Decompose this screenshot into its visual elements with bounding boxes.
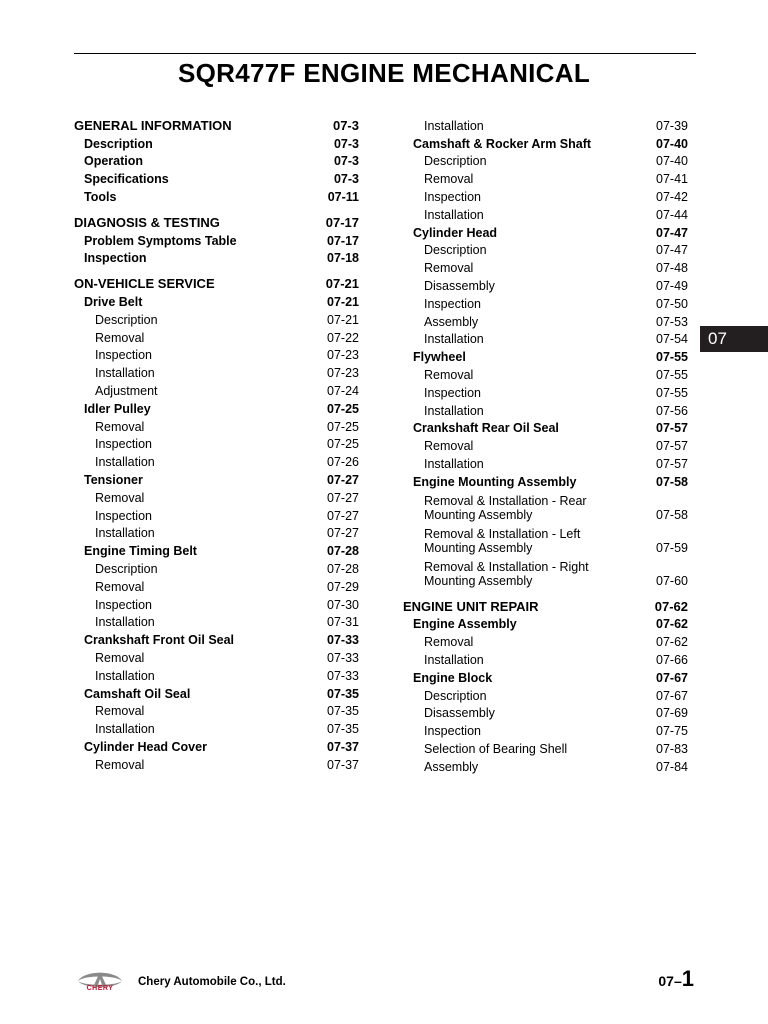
page-title: SQR477F ENGINE MECHANICAL xyxy=(178,58,590,88)
toc-entry xyxy=(74,540,359,558)
toc-entry-page: 07-58 xyxy=(656,507,688,522)
toc-entry-page: 07-55 xyxy=(656,385,688,400)
toc-entry xyxy=(74,523,359,541)
toc-entry-title: Installation xyxy=(424,332,484,347)
toc-entry-title: Crankshaft Rear Oil Seal xyxy=(413,421,559,436)
toc-entry xyxy=(74,168,359,186)
toc-entry-page: 07-27 xyxy=(327,490,359,505)
toc-entry-title: Description xyxy=(424,154,487,169)
toc-entry-title: ON-VEHICLE SERVICE xyxy=(74,276,215,292)
toc-entry-page: 07-47 xyxy=(656,225,688,240)
toc-entry xyxy=(74,718,359,736)
toc-entry-title: Crankshaft Front Oil Seal xyxy=(84,633,235,648)
toc-entry xyxy=(74,309,359,327)
toc-entry-title: Assembly xyxy=(424,759,479,774)
toc-entry-page: 07-40 xyxy=(656,154,688,169)
toc-entry-title: Installation xyxy=(95,526,155,541)
toc-entry-title: Installation xyxy=(95,366,155,381)
toc-entry-page: 07-31 xyxy=(327,615,359,630)
toc-entry-title: Installation xyxy=(424,403,484,418)
toc-entry xyxy=(403,555,688,588)
toc-entry-page: 07-21 xyxy=(327,312,359,327)
toc-entry xyxy=(403,614,688,632)
toc-entry xyxy=(74,451,359,469)
toc-entry xyxy=(403,257,688,275)
toc-entry-page: 07-23 xyxy=(327,348,359,363)
toc-entry-page: 07-49 xyxy=(656,278,688,293)
section-tab: 07 xyxy=(700,326,768,352)
toc-entry xyxy=(403,738,688,756)
toc-entry xyxy=(403,649,688,667)
toc-entry xyxy=(403,168,688,186)
toc-entry-title: Removal xyxy=(424,367,474,382)
toc-entry-title: Camshaft & Rocker Arm Shaft xyxy=(413,136,592,151)
toc-entry xyxy=(74,273,359,291)
toc-entry xyxy=(74,594,359,612)
toc-entry-title: Installation xyxy=(95,615,155,630)
toc-entry-page: 07-59 xyxy=(656,540,688,555)
toc-entry xyxy=(74,345,359,363)
toc-entry-title: Engine Timing Belt xyxy=(84,544,197,559)
toc-entry-page: 07-24 xyxy=(327,383,359,398)
toc-entry-page: 07-37 xyxy=(327,757,359,772)
toc-entry-page: 07-28 xyxy=(327,561,359,576)
toc-entry xyxy=(403,293,688,311)
toc-entry xyxy=(403,471,688,489)
toc-entry-title: Description xyxy=(95,561,158,576)
toc-entry xyxy=(403,720,688,738)
toc-entry xyxy=(403,115,688,133)
toc-entry xyxy=(403,685,688,703)
toc-entry xyxy=(403,522,688,555)
toc-entry-title: Removal xyxy=(424,172,474,187)
toc-entry xyxy=(74,629,359,647)
toc-entry xyxy=(74,701,359,719)
toc-entry-page: 07-58 xyxy=(656,474,688,489)
toc-entry-page: 07-17 xyxy=(327,233,359,248)
toc-entry xyxy=(74,380,359,398)
toc-entry-page: 07-33 xyxy=(327,633,359,648)
toc-entry xyxy=(74,151,359,169)
toc-entry xyxy=(403,346,688,364)
toc-entry-title: Removal xyxy=(95,757,145,772)
toc-entry xyxy=(403,667,688,685)
toc-entry-title: Inspection xyxy=(95,348,152,363)
toc-entry-page: 07-3 xyxy=(333,136,359,151)
toc-entry-title: Removal & Installation - Right Mounting Assembly xyxy=(424,559,589,588)
toc-entry xyxy=(74,212,359,230)
toc-entry xyxy=(74,133,359,151)
toc-entry-page: 07-83 xyxy=(656,741,688,756)
toc-entry xyxy=(74,398,359,416)
toc-entry xyxy=(74,576,359,594)
page-number-value: 1 xyxy=(681,966,694,991)
toc-entry-title: Description xyxy=(95,312,158,327)
toc-entry xyxy=(74,186,359,204)
toc-entry-title: Installation xyxy=(424,118,484,133)
toc-entry-title: Inspection xyxy=(424,385,481,400)
toc-entry-title: Removal xyxy=(424,635,474,650)
toc-entry-title: Removal xyxy=(95,490,145,505)
toc-entry xyxy=(74,612,359,630)
toc-entry-title: Removal xyxy=(95,579,145,594)
toc-entry xyxy=(403,435,688,453)
toc-entry-title: Cylinder Head Cover xyxy=(84,739,207,754)
toc-entry-page: 07-29 xyxy=(327,579,359,594)
toc-entry-title: Problem Symptoms Table xyxy=(84,233,237,248)
toc-entry-page: 07-26 xyxy=(327,455,359,470)
toc-entry-page: 07-41 xyxy=(656,172,688,187)
toc-entry-page: 07-60 xyxy=(656,573,688,588)
toc-entry-title: Adjustment xyxy=(95,383,158,398)
toc-entry-title: Inspection xyxy=(424,189,481,204)
toc-entry-page: 07-27 xyxy=(327,526,359,541)
toc-entry-title: Description xyxy=(84,136,153,151)
toc-entry-page: 07-3 xyxy=(332,117,359,133)
toc-entry xyxy=(403,204,688,222)
toc-entry-title: Flywheel xyxy=(413,350,466,365)
page-number xyxy=(658,966,694,992)
toc-entry-page: 07-30 xyxy=(327,597,359,612)
toc-entry-title: Drive Belt xyxy=(84,294,143,309)
toc-entry-page: 07-27 xyxy=(327,472,359,487)
brand-wordmark: CHERY xyxy=(86,985,114,992)
toc-entry-title: Removal xyxy=(95,330,145,345)
toc-entry-page: 07-23 xyxy=(327,366,359,381)
toc-entry-title: Camshaft Oil Seal xyxy=(84,686,191,701)
toc-entry-page: 07-50 xyxy=(656,296,688,311)
toc-entry-title: Idler Pulley xyxy=(84,401,151,416)
toc-entry-title: GENERAL INFORMATION xyxy=(74,117,232,133)
toc-entry-title: Inspection xyxy=(84,251,147,266)
toc-entry-title: ENGINE UNIT REPAIR xyxy=(403,598,539,614)
toc-entry-title: Removal xyxy=(95,419,145,434)
toc-entry-page: 07-53 xyxy=(656,314,688,329)
toc-entry-title: Removal & Installation - Left Mounting Assembly xyxy=(424,526,581,555)
toc-entry-page: 07-3 xyxy=(333,172,359,187)
toc-entry-page: 07-25 xyxy=(327,437,359,452)
toc-entry xyxy=(74,505,359,523)
toc-entry-page: 07-67 xyxy=(656,670,688,685)
toc-entry-page: 07-75 xyxy=(656,724,688,739)
toc-entry-page: 07-33 xyxy=(327,668,359,683)
toc-entry-page: 07-35 xyxy=(327,722,359,737)
toc-entry-page: 07-17 xyxy=(325,214,359,230)
toc-entry-page: 07-40 xyxy=(656,136,688,151)
toc-entry-page: 07-35 xyxy=(327,686,359,701)
toc-entry xyxy=(403,240,688,258)
toc-entry-title: Removal & Installation - Rear Mounting Assembly xyxy=(424,493,587,522)
toc-entry xyxy=(403,703,688,721)
toc-entry xyxy=(403,311,688,329)
toc-entry-title: Tensioner xyxy=(84,472,143,487)
toc-entry xyxy=(74,683,359,701)
page-number-prefix: 07– xyxy=(658,973,682,989)
top-rule xyxy=(74,53,696,54)
toc-entry-title: Installation xyxy=(424,456,484,471)
toc-right-column xyxy=(403,115,688,774)
toc-entry-page: 07-69 xyxy=(656,706,688,721)
toc-entry-title: DIAGNOSIS & TESTING xyxy=(74,214,220,230)
toc-entry-page: 07-55 xyxy=(656,367,688,382)
toc-entry xyxy=(403,400,688,418)
toc-entry xyxy=(403,275,688,293)
toc-entry-title: Inspection xyxy=(95,597,152,612)
toc-entry xyxy=(74,647,359,665)
toc-entry xyxy=(74,434,359,452)
toc-entry xyxy=(403,382,688,400)
toc-entry-page: 07-62 xyxy=(654,598,688,614)
toc-entry-title: Disassembly xyxy=(424,706,495,721)
toc-entry-page: 07-54 xyxy=(656,332,688,347)
toc-entry-title: Removal xyxy=(95,704,145,719)
toc-entry xyxy=(74,736,359,754)
toc-entry xyxy=(403,631,688,649)
toc-entry-title: Installation xyxy=(424,652,484,667)
toc-entry xyxy=(74,487,359,505)
toc-entry-page: 07-25 xyxy=(327,419,359,434)
toc-entry xyxy=(74,665,359,683)
toc-entry xyxy=(403,756,688,774)
toc-entry xyxy=(74,362,359,380)
toc-entry-title: Removal xyxy=(95,650,145,665)
toc-entry-title: Engine Block xyxy=(413,670,493,685)
toc-entry-title: Installation xyxy=(424,207,484,222)
toc-entry-title: Installation xyxy=(95,722,155,737)
toc-entry xyxy=(403,453,688,471)
toc-entry-title: Disassembly xyxy=(424,278,495,293)
toc-entry-page: 07-57 xyxy=(656,421,688,436)
toc-entry xyxy=(74,327,359,345)
toc-entry-page: 07-84 xyxy=(656,759,688,774)
toc-entry-page: 07-67 xyxy=(656,688,688,703)
toc-entry xyxy=(403,329,688,347)
toc-entry xyxy=(403,222,688,240)
toc-entry-page: 07-48 xyxy=(656,261,688,276)
toc-entry-title: Cylinder Head xyxy=(413,225,498,240)
toc-entry-page: 07-33 xyxy=(327,650,359,665)
toc-entry-page: 07-55 xyxy=(656,350,688,365)
toc-entry-page: 07-25 xyxy=(327,401,359,416)
toc-entry xyxy=(74,754,359,772)
toc-entry xyxy=(74,291,359,309)
toc-left-column xyxy=(74,115,359,772)
toc-entry-page: 07-27 xyxy=(327,508,359,523)
toc-entry xyxy=(403,364,688,382)
toc-entry-title: Installation xyxy=(95,668,155,683)
toc-entry-page: 07-39 xyxy=(656,118,688,133)
toc-entry xyxy=(403,596,688,614)
toc-entry-page: 07-21 xyxy=(325,276,359,292)
toc-entry-page: 07-62 xyxy=(656,617,688,632)
toc-entry-title: Description xyxy=(424,688,487,703)
toc-entry xyxy=(74,230,359,248)
toc-entry-page: 07-56 xyxy=(656,403,688,418)
toc-entry-title: Description xyxy=(424,243,487,258)
toc-entry-title: Inspection xyxy=(424,724,481,739)
toc-entry-page: 07-37 xyxy=(327,739,359,754)
toc-entry-page: 07-18 xyxy=(327,251,359,266)
toc-entry xyxy=(74,248,359,266)
toc-entry-page: 07-57 xyxy=(656,439,688,454)
toc-entry-page: 07-47 xyxy=(656,243,688,258)
toc-entry-title: Assembly xyxy=(424,314,479,329)
toc-entry-title: Tools xyxy=(84,189,117,204)
toc-entry-page: 07-62 xyxy=(656,635,688,650)
toc-entry-page: 07-35 xyxy=(327,704,359,719)
toc-entry-title: Selection of Bearing Shell xyxy=(424,741,568,756)
toc-entry-page: 07-3 xyxy=(333,154,359,169)
toc-entry-title: Inspection xyxy=(424,296,481,311)
toc-entry-page: 07-42 xyxy=(656,189,688,204)
toc-entry-title: Inspection xyxy=(95,437,152,452)
toc-entry xyxy=(403,133,688,151)
toc-entry-page: 07-44 xyxy=(656,207,688,222)
company-name: Chery Automobile Co., Ltd. xyxy=(138,976,286,988)
toc-entry-title: Inspection xyxy=(95,508,152,523)
toc-entry xyxy=(74,416,359,434)
toc-entry-page: 07-11 xyxy=(327,189,359,204)
toc-entry xyxy=(403,186,688,204)
toc-entry xyxy=(74,558,359,576)
toc-entry-title: Removal xyxy=(424,261,474,276)
toc-entry xyxy=(403,151,688,169)
toc-entry-page: 07-66 xyxy=(656,652,688,667)
toc-entry-page: 07-22 xyxy=(327,330,359,345)
toc-entry xyxy=(403,489,688,522)
toc-entry-title: Engine Mounting Assembly xyxy=(413,474,577,489)
toc-entry xyxy=(403,418,688,436)
toc-entry-title: Engine Assembly xyxy=(413,617,517,632)
toc-entry-page: 07-21 xyxy=(327,294,359,309)
toc-entry-title: Removal xyxy=(424,439,474,454)
toc-entry xyxy=(74,115,359,133)
toc-entry-title: Installation xyxy=(95,455,155,470)
toc-entry xyxy=(74,469,359,487)
toc-entry-title: Operation xyxy=(84,154,144,169)
toc-entry-title: Specifications xyxy=(84,172,169,187)
toc-entry-page: 07-28 xyxy=(327,544,359,559)
toc-entry-page: 07-57 xyxy=(656,456,688,471)
